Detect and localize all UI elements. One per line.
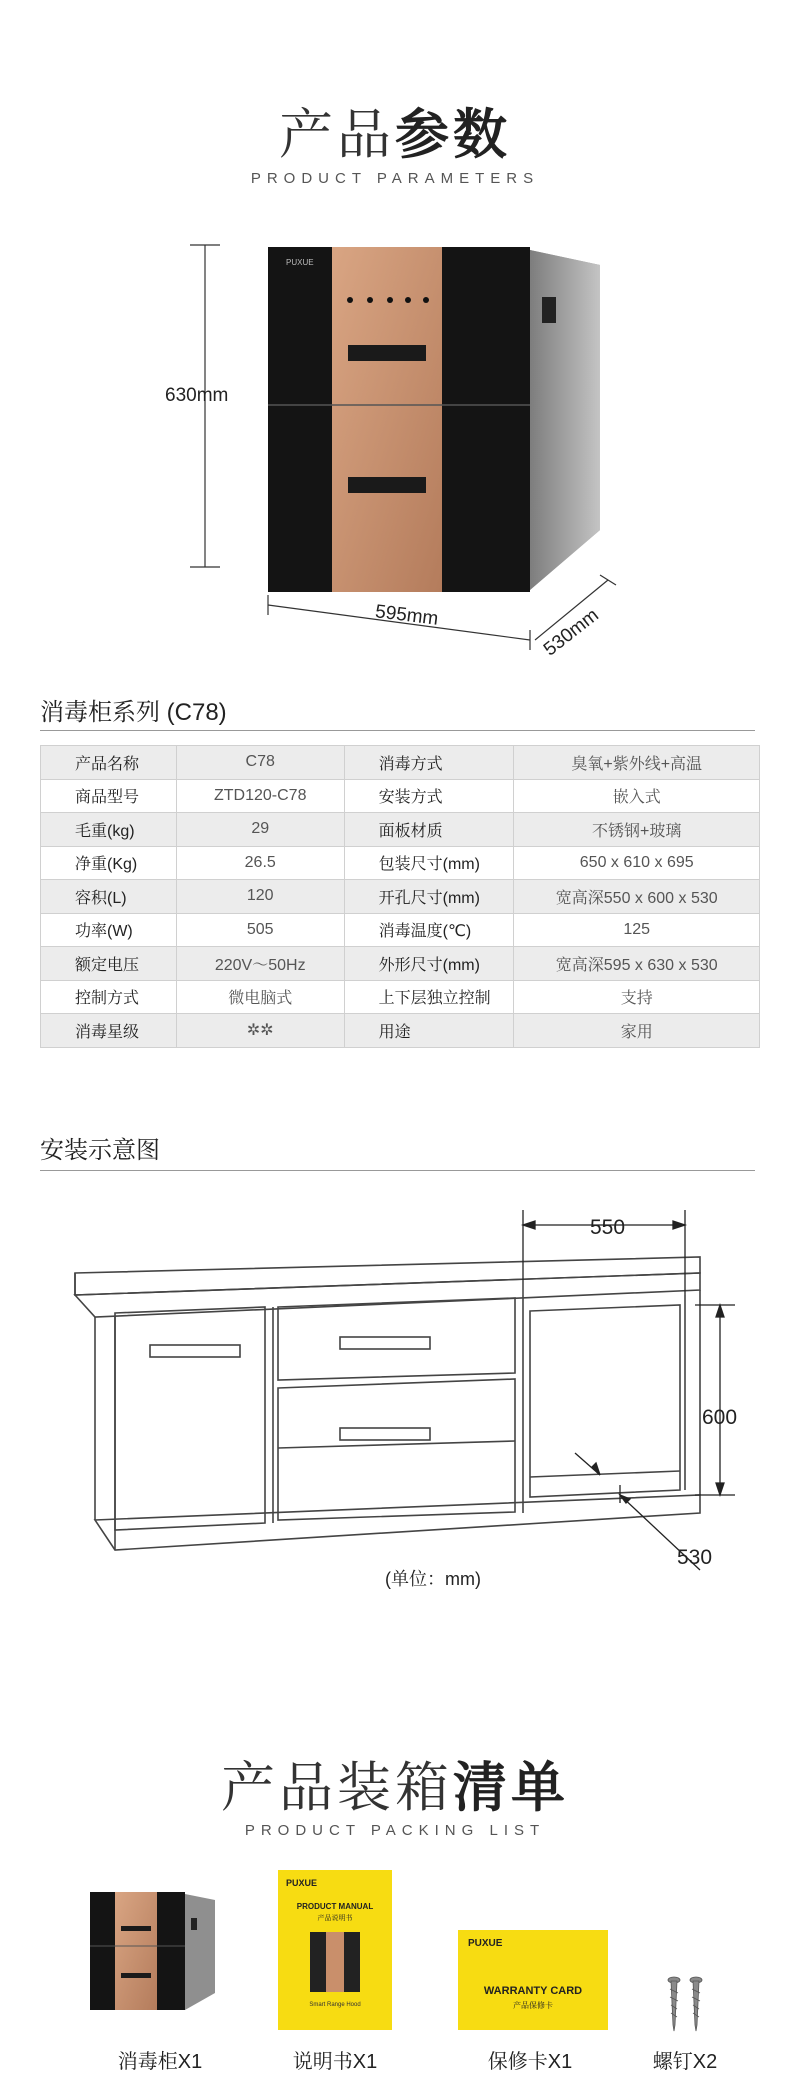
params-title-bold: 参数 [395,105,511,165]
spec-value-cell: 宽高深595 x 630 x 530 [514,947,760,981]
cabinet-base [95,1495,700,1550]
warranty-title: WARRANTY CARD [483,1985,583,1997]
lower-drawer-handle [348,477,426,493]
warranty-subtitle: 产品保修卡 [513,2001,553,2010]
packing-warranty-image [458,1930,608,2030]
width-dimension-label: 595mm [374,601,440,630]
spec-label-cell: 毛重(kg) [41,813,177,847]
spec-value-cell: 650 x 610 x 695 [514,846,760,880]
manual-cover-illustration [310,1932,360,1992]
spec-value-cell: 不锈钢+玻璃 [514,813,760,847]
spec-label-cell: 消毒温度(℃) [344,913,514,947]
lower-drawer-frame [278,1379,515,1520]
install-unit-label: (单位：mm) [385,1569,481,1589]
spec-row [41,913,760,947]
spec-label-cell: 包装尺寸(mm) [344,846,514,880]
install-width-label: 550 [590,1216,626,1239]
spec-label-cell: 控制方式 [41,980,177,1014]
spec-label-cell: 面板材质 [344,813,514,847]
spec-value-cell: 家用 [514,1014,760,1048]
params-title [0,92,790,169]
spec-label-cell: 功率(W) [41,913,177,947]
spec-row [41,880,760,914]
upper-drawer-pull [340,1337,430,1349]
left-door-handle [150,1345,240,1357]
upper-drawer [278,1298,515,1380]
installation-diagram [60,1195,750,1595]
spec-row [41,813,760,847]
spec-value-cell: 120 [176,880,344,914]
spec-value-cell: 支持 [514,980,760,1014]
spec-value-cell: 29 [176,813,344,847]
upper-drawer-handle [348,345,426,361]
spec-label-cell: 上下层独立控制 [344,980,514,1014]
spec-value-cell: ZTD120-C78 [176,779,344,813]
cabinet-brand-text: PUXUE [286,258,314,267]
packing-title-light: 产品装箱 [221,1758,453,1818]
packing-cabinet-image [85,1888,225,2013]
spec-section-title: 消毒柜系列 (C78) [40,699,227,726]
packing-item-screws: 螺钉X2 [652,2051,718,2073]
spec-value-cell: 125 [514,913,760,947]
manual-brand: PUXUE [286,1878,318,1888]
packing-manual-image [278,1870,392,2030]
manual-footer: Smart Range Hood [309,2002,361,2008]
spec-value-cell: 宽高深550 x 600 x 530 [514,880,760,914]
spec-label-cell: 容积(L) [41,880,177,914]
spec-label-cell: 商品型号 [41,779,177,813]
spec-value-cell: 嵌入式 [514,779,760,813]
spec-label-cell: 用途 [344,1014,514,1048]
spec-label-cell: 消毒星级 [41,1014,177,1048]
install-depth-label: 530 [677,1546,713,1569]
spec-row [41,846,760,880]
depth-dimension-label: 530mm [539,604,603,661]
spec-label-cell: 消毒方式 [344,746,514,780]
spec-row [41,980,760,1014]
packing-item-manual: 说明书X1 [292,2051,378,2073]
packing-subtitle: PRODUCT PACKING LIST [244,1822,546,1839]
params-title-light: 产品 [279,105,395,165]
spec-row [41,1014,760,1048]
params-subtitle: PRODUCT PARAMETERS [250,170,540,187]
spec-value-cell: C78 [176,746,344,780]
spec-value-cell: ✲✲ [176,1014,344,1048]
spec-value-cell: 臭氧+紫外线+高温 [514,746,760,780]
spec-value-cell: 26.5 [176,846,344,880]
spec-value-cell: 505 [176,913,344,947]
install-height-label: 600 [702,1406,738,1429]
packing-item-cabinet: 消毒柜X1 [117,2051,203,2073]
left-door [115,1307,265,1530]
spec-label-cell: 开孔尺寸(mm) [344,880,514,914]
height-dimension-label: 630mm [165,385,229,406]
spec-label-cell: 外形尺寸(mm) [344,947,514,981]
spec-section-divider [40,730,755,731]
opening-height-dimension [695,1305,738,1495]
side-handle [542,297,556,323]
packing-title [0,1745,790,1822]
spec-label-cell: 净重(Kg) [41,846,177,880]
spec-label-cell: 额定电压 [41,947,177,981]
lower-drawer-pull [340,1428,430,1440]
cabinet-dimension-illustration [150,235,630,655]
install-section-title: 安装示意图 [40,1137,160,1164]
packing-item-warranty: 保修卡X1 [487,2051,573,2073]
spec-label-cell: 产品名称 [41,746,177,780]
install-opening [530,1305,680,1497]
spec-row [41,779,760,813]
manual-title: PRODUCT MANUAL [296,1902,374,1911]
warranty-brand: PUXUE [468,1938,503,1949]
manual-subtitle: 产品说明书 [317,1915,353,1922]
spec-table [40,745,760,1048]
spec-value-cell: 微电脑式 [176,980,344,1014]
spec-row [41,746,760,780]
install-section-divider [40,1170,755,1171]
packing-title-bold: 清单 [453,1758,569,1818]
packing-screws-image [660,1975,710,2035]
spec-value-cell: 220V～50Hz [176,947,344,981]
spec-row [41,947,760,981]
spec-label-cell: 安装方式 [344,779,514,813]
